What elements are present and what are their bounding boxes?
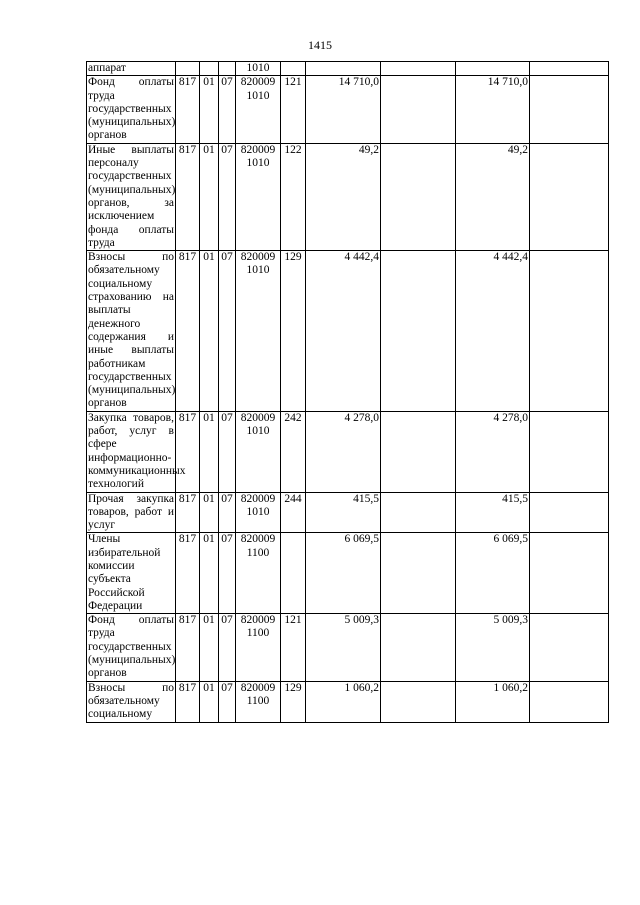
cell-sum-2	[381, 492, 456, 533]
cell-ved: 817	[176, 143, 200, 250]
cell-sum-1: 415,5	[306, 492, 381, 533]
cell-rz: 01	[200, 76, 219, 143]
cell-vr: 129	[281, 251, 306, 412]
cell-rz: 01	[200, 533, 219, 614]
cell-csr: 820009 1010	[236, 251, 281, 412]
cell-sum-1: 4 278,0	[306, 411, 381, 492]
cell-pr: 07	[219, 76, 236, 143]
cell-sum-4	[530, 614, 609, 681]
cell-vr	[281, 62, 306, 76]
cell-rz: 01	[200, 411, 219, 492]
cell-sum-3: 1 060,2	[456, 681, 530, 722]
cell-name: Фонд оплаты труда государственных (муниципальных) органов	[88, 76, 176, 142]
cell-sum-1: 4 442,4	[306, 251, 381, 412]
cell-ved	[176, 62, 200, 76]
cell-pr: 07	[219, 492, 236, 533]
table-row	[87, 492, 609, 533]
cell-vr: 244	[281, 492, 306, 533]
cell-name: Фонд оплаты труда государственных (муниципальных) органов	[88, 614, 176, 680]
cell-name: Иные выплаты персоналу государственных (муниципальных) органов, за исключением фонда оплаты труда	[88, 143, 176, 249]
cell-sum-2	[381, 681, 456, 722]
cell-name: аппарат	[87, 62, 176, 76]
cell-sum-3: 5 009,3	[456, 614, 530, 681]
cell-sum-2	[381, 614, 456, 681]
cell-ved: 817	[176, 533, 200, 614]
cell-sum-3: 49,2	[456, 143, 530, 250]
cell-sum-4	[530, 62, 609, 76]
cell-ved: 817	[176, 76, 200, 143]
cell-pr: 07	[219, 143, 236, 250]
cell-vr: 121	[281, 76, 306, 143]
page-number: 1415	[308, 38, 332, 52]
cell-csr: 820009 1010	[236, 411, 281, 492]
cell-ved: 817	[176, 492, 200, 533]
cell-sum-1: 5 009,3	[306, 614, 381, 681]
cell-sum-4	[530, 492, 609, 533]
cell-pr: 07	[219, 614, 236, 681]
cell-pr: 07	[219, 251, 236, 412]
cell-sum-4	[530, 533, 609, 614]
cell-pr: 07	[219, 681, 236, 722]
cell-vr: 129	[281, 681, 306, 722]
cell-sum-2	[381, 411, 456, 492]
cell-pr	[219, 62, 236, 76]
cell-name: Закупка товаров, работ, услуг в сфере информационно-коммуникационных технологий	[88, 411, 186, 491]
cell-ved: 817	[176, 681, 200, 722]
cell-sum-1: 49,2	[306, 143, 381, 250]
table-row	[87, 143, 609, 250]
table-row	[87, 62, 609, 76]
cell-csr: 820009 1100	[236, 681, 281, 722]
cell-sum-1	[306, 62, 381, 76]
table-row	[87, 533, 609, 614]
cell-vr: 121	[281, 614, 306, 681]
cell-pr: 07	[219, 411, 236, 492]
table-row	[87, 681, 609, 722]
cell-csr: 820009 1010	[236, 76, 281, 143]
cell-csr: 820009 1010	[236, 492, 281, 533]
table-row	[87, 76, 609, 143]
cell-name: Взносы по обязательному социальному	[88, 681, 174, 721]
cell-sum-4	[530, 251, 609, 412]
cell-sum-3: 4 442,4	[456, 251, 530, 412]
cell-sum-2	[381, 76, 456, 143]
cell-sum-4	[530, 681, 609, 722]
cell-sum-3: 415,5	[456, 492, 530, 533]
cell-sum-2	[381, 251, 456, 412]
cell-sum-4	[530, 143, 609, 250]
cell-csr: 820009 1100	[236, 614, 281, 681]
cell-sum-4	[530, 76, 609, 143]
table-row	[87, 251, 609, 412]
cell-csr: 820009 1100	[236, 533, 281, 614]
cell-rz: 01	[200, 614, 219, 681]
cell-sum-1: 1 060,2	[306, 681, 381, 722]
cell-pr: 07	[219, 533, 236, 614]
cell-name: Члены избирательной комиссии субъекта Российской Федерации	[87, 533, 176, 614]
cell-rz: 01	[200, 251, 219, 412]
cell-rz: 01	[200, 681, 219, 722]
budget-table	[86, 61, 609, 723]
cell-sum-1: 6 069,5	[306, 533, 381, 614]
cell-sum-2	[381, 62, 456, 76]
cell-csr: 820009 1010	[236, 143, 281, 250]
cell-sum-4	[530, 411, 609, 492]
cell-name: Прочая закупка товаров, работ и услуг	[88, 492, 174, 532]
cell-rz: 01	[200, 492, 219, 533]
cell-sum-1: 14 710,0	[306, 76, 381, 143]
table-row	[87, 411, 609, 492]
cell-csr: 1010	[236, 62, 281, 76]
cell-sum-3: 4 278,0	[456, 411, 530, 492]
cell-sum-2	[381, 533, 456, 614]
cell-ved: 817	[176, 614, 200, 681]
cell-sum-3	[456, 62, 530, 76]
cell-vr: 122	[281, 143, 306, 250]
cell-vr: 242	[281, 411, 306, 492]
table-row	[87, 614, 609, 681]
cell-sum-2	[381, 143, 456, 250]
cell-vr	[281, 533, 306, 614]
cell-name: Взносы по обязательному социальному страхованию на выплаты денежного содержания и иные выплаты работникам государственных (муниципальных) органов	[88, 251, 176, 410]
cell-rz	[200, 62, 219, 76]
cell-sum-3: 6 069,5	[456, 533, 530, 614]
cell-ved: 817	[176, 251, 200, 412]
cell-rz: 01	[200, 143, 219, 250]
cell-ved: 817	[176, 411, 200, 492]
table-body	[87, 62, 609, 723]
cell-sum-3: 14 710,0	[456, 76, 530, 143]
